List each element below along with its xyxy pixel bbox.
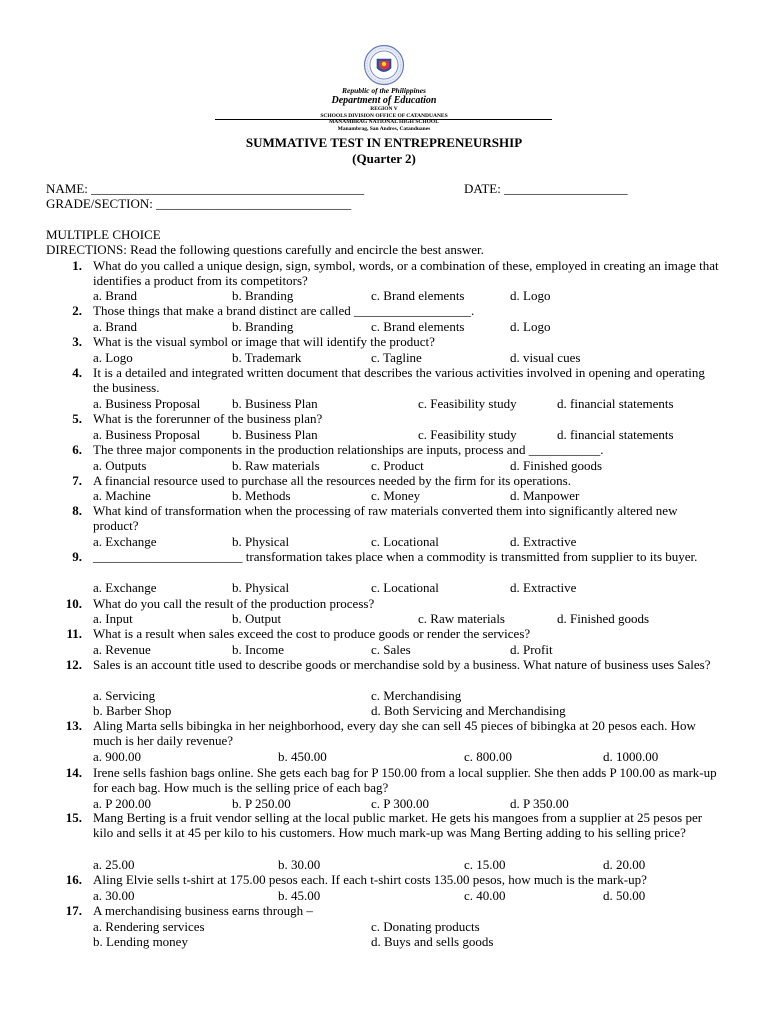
header-rule [215, 119, 552, 120]
question-number: 17. [65, 903, 82, 918]
answer-choice[interactable]: a. Business Proposal [93, 396, 201, 411]
question-number: 5. [72, 411, 82, 426]
school-line: MANAMBRAG NATIONAL HIGH SCHOOL [329, 119, 439, 125]
answer-choice[interactable]: d. 20.00 [603, 857, 646, 872]
answer-choice[interactable]: c. Feasibility study [418, 427, 517, 442]
answer-choice[interactable]: c. Tagline [371, 350, 422, 365]
answer-choice[interactable]: c. Product [371, 458, 424, 473]
answer-choice[interactable]: c. Raw materials [418, 611, 505, 626]
answer-choice[interactable]: c. Locational [371, 534, 439, 549]
answer-choice[interactable]: b. Trademark [232, 350, 302, 365]
answer-choice[interactable]: a. 30.00 [93, 888, 135, 903]
answer-choice[interactable]: a. Outputs [93, 458, 147, 473]
answer-choice[interactable]: d. P 350.00 [510, 796, 569, 811]
answer-choice[interactable]: c. Feasibility study [418, 396, 517, 411]
answer-choice[interactable]: a. Business Proposal [93, 427, 201, 442]
answer-choice[interactable]: d. visual cues [510, 350, 581, 365]
section-heading: MULTIPLE CHOICE [46, 227, 161, 242]
question-text: Sales is an account title used to describe goods or merchandise sold by a business. What nature of business uses Sales? [93, 657, 711, 672]
question-number: 6. [72, 442, 82, 457]
answer-choice[interactable]: b. 450.00 [278, 749, 327, 764]
question-number: 10. [65, 596, 82, 611]
question-number: 3. [72, 334, 82, 349]
question-text: Those things that make a brand distinct are called __________________. [93, 303, 475, 318]
grade-section-field[interactable]: GRADE/SECTION: ______________________________ [46, 196, 352, 211]
name-field[interactable]: NAME: __________________________________________ [46, 181, 365, 196]
question-number: 2. [72, 303, 82, 318]
answer-choice[interactable]: b. Income [232, 642, 284, 657]
answer-choice[interactable]: a. Machine [93, 488, 151, 503]
answer-choice[interactable]: d. Logo [510, 319, 551, 334]
answer-choice[interactable]: a. Exchange [93, 580, 157, 595]
test-title: SUMMATIVE TEST IN ENTREPRENEURSHIP [245, 135, 523, 150]
answer-choice[interactable]: b. Barber Shop [93, 703, 172, 718]
answer-choice[interactable]: d. 1000.00 [603, 749, 659, 764]
answer-choice[interactable]: d. Profit [510, 642, 553, 657]
question-number: 16. [65, 872, 82, 887]
question-text: Mang Berting is a fruit vendor selling at the local public market. He gets his mangoes from a supplier at 25 pesos per kilo and sells it at 45 per kilo to his customers. How much mark-up was Mang Berting adding to his selling price? [93, 810, 703, 841]
answer-choice[interactable]: a. Logo [93, 350, 133, 365]
answer-choice[interactable]: d. 50.00 [603, 888, 646, 903]
answer-choice[interactable]: a. Brand [93, 319, 138, 334]
deped-seal-icon [363, 44, 405, 86]
answer-choice[interactable]: a. P 200.00 [93, 796, 152, 811]
answer-choice[interactable]: c. 800.00 [464, 749, 513, 764]
question-number: 14. [65, 765, 82, 780]
question-number: 9. [72, 549, 82, 564]
answer-choice[interactable]: b. Physical [232, 534, 290, 549]
question-text: _______________________ transformation takes place when a commodity is transmitted from supplier to its buyer. [93, 549, 698, 564]
answer-choice[interactable]: b. Branding [232, 288, 294, 303]
question-text: Aling Marta sells bibingka in her neighborhood, every day she can sell 45 pieces of bibingka at 20 pesos each. How much is her daily revenue? [93, 718, 696, 749]
question-number: 15. [65, 810, 82, 825]
question-number: 1. [72, 258, 82, 273]
answer-choice[interactable]: d. Finished goods [557, 611, 650, 626]
question-number: 8. [72, 503, 82, 518]
question-number: 4. [72, 365, 82, 380]
answer-choice[interactable]: d. Buys and sells goods [371, 934, 494, 949]
school-header [0, 44, 768, 132]
answer-choice[interactable]: d. Extractive [510, 580, 577, 595]
question-number: 12. [65, 657, 82, 672]
division-line: SCHOOLS DIVISION OFFICE OF CATANDUANES [320, 112, 448, 119]
answer-choice[interactable]: b. Business Plan [232, 396, 318, 411]
answer-choice[interactable]: b. Physical [232, 580, 290, 595]
answer-choice[interactable]: d. financial statements [557, 396, 674, 411]
answer-choice[interactable]: c. 40.00 [464, 888, 506, 903]
answer-choice[interactable]: a. Servicing [93, 688, 156, 703]
date-field[interactable]: DATE: ___________________ [464, 181, 628, 196]
answer-choice[interactable]: b. P 250.00 [232, 796, 291, 811]
question-text: What is the forerunner of the business plan? [93, 411, 323, 426]
answer-choice[interactable]: a. Input [93, 611, 133, 626]
question-text: Irene sells fashion bags online. She gets each bag for P 150.00 from a local supplier. She then adds P 100.00 as mark-up for each bag. How much is the selling price of each bag? [93, 765, 717, 796]
answer-choice[interactable]: b. Lending money [93, 934, 188, 949]
question-text: It is a detailed and integrated written document that describes the various activities involved in opening and operating the business. [93, 365, 705, 396]
answer-choice[interactable]: a. Revenue [93, 642, 151, 657]
department-line: Department of Education [331, 95, 437, 106]
region-line: REGION V [370, 106, 398, 112]
answer-choice[interactable]: a. Brand [93, 288, 138, 303]
answer-choice[interactable]: c. Brand elements [371, 319, 465, 334]
test-subtitle: (Quarter 2) [352, 151, 416, 166]
answer-choice[interactable]: c. Donating products [371, 919, 480, 934]
answer-choice[interactable]: b. 45.00 [278, 888, 321, 903]
answer-choice[interactable]: c. Merchandising [371, 688, 462, 703]
answer-choice[interactable]: d. Finished goods [510, 458, 603, 473]
answer-choice[interactable]: b. Branding [232, 319, 294, 334]
answer-choice[interactable]: b. Raw materials [232, 458, 320, 473]
answer-choice[interactable]: c. Money [371, 488, 421, 503]
question-number: 11. [66, 626, 82, 641]
question-text: A financial resource used to purchase all the resources needed by the firm for its operations. [93, 473, 571, 488]
answer-choice[interactable]: d. Extractive [510, 534, 577, 549]
answer-choice[interactable]: a. 900.00 [93, 749, 142, 764]
question-text: Aling Elvie sells t-shirt at 175.00 pesos each. If each t-shirt costs 135.00 pesos, how much is the mark-up? [93, 872, 647, 887]
answer-choice[interactable]: c. Locational [371, 580, 439, 595]
directions: DIRECTIONS: Read the following questions carefully and encircle the best answer. [46, 242, 484, 257]
answer-choice[interactable]: b. Output [232, 611, 282, 626]
answer-choice[interactable]: c. 15.00 [464, 857, 506, 872]
answer-choice[interactable]: a. 25.00 [93, 857, 135, 872]
republic-line: Republic of the Philippines [342, 86, 426, 95]
answer-choice[interactable]: c. Sales [371, 642, 411, 657]
question-number: 13. [65, 718, 82, 733]
address-line: Manambrag, San Andres, Catanduanes [337, 125, 431, 132]
question-text: What is a result when sales exceed the cost to produce goods or render the services? [93, 626, 531, 641]
question-text: What do you call the result of the production process? [93, 596, 375, 611]
answer-choice[interactable]: b. 30.00 [278, 857, 321, 872]
answer-choice[interactable]: d. Manpower [510, 488, 580, 503]
question-text: A merchandising business earns through – [93, 903, 313, 918]
question-number: 7. [72, 473, 82, 488]
question-text: What kind of transformation when the processing of raw materials converted them into significantly altered new product? [93, 503, 678, 534]
answer-choice[interactable]: b. Business Plan [232, 427, 318, 442]
answer-choice[interactable]: c. Brand elements [371, 288, 465, 303]
answer-choice[interactable]: d. Logo [510, 288, 551, 303]
answer-choice[interactable]: c. P 300.00 [371, 796, 430, 811]
answer-choice[interactable]: b. Methods [232, 488, 291, 503]
question-text: The three major components in the production relationships are inputs, process and ___________. [93, 442, 604, 457]
question-text: What is the visual symbol or image that will identify the product? [93, 334, 435, 349]
question-text: What do you called a unique design, sign, symbol, words, or a combination of these, employed in creating an image that identifies a product from its competitors? [93, 258, 719, 289]
answer-choice[interactable]: a. Exchange [93, 534, 157, 549]
answer-choice[interactable]: a. Rendering services [93, 919, 205, 934]
answer-choice[interactable]: d. Both Servicing and Merchandising [371, 703, 566, 718]
answer-choice[interactable]: d. financial statements [557, 427, 674, 442]
